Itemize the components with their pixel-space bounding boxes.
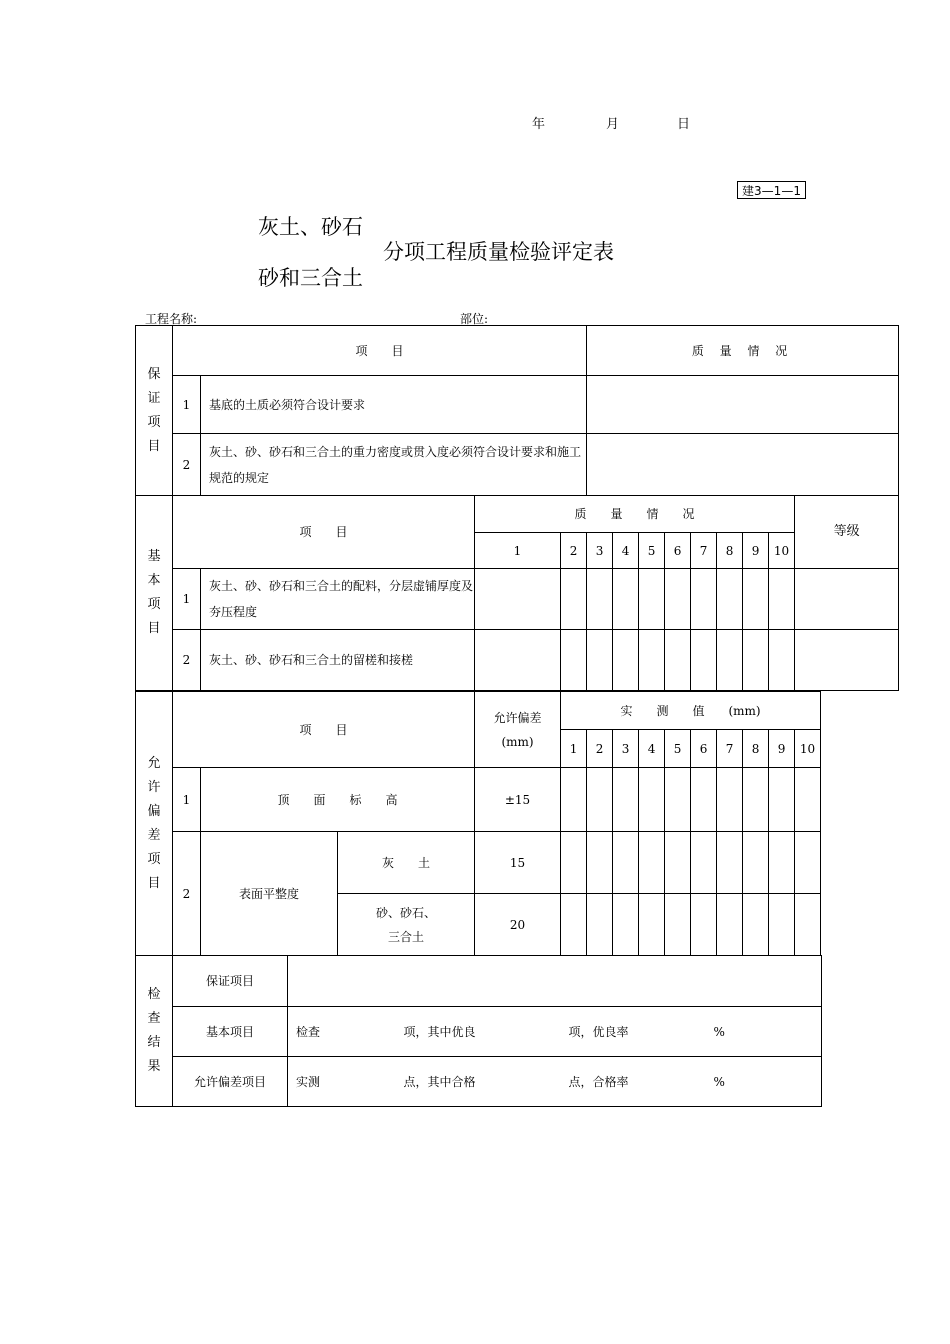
measure-cell[interactable] [639,894,665,956]
basic-row-text: 灰土、砂、砂石和三合土的留槎和接槎 [201,630,475,691]
basic-num: 5 [639,533,665,569]
basic-row-text: 灰土、砂、砂石和三合土的配料，分层虚铺厚度及夯压程度 [201,569,475,630]
tolerance-row-text: 表面平整度 [201,832,338,956]
guarantee-row-no: 2 [173,434,201,496]
tolerance-row-no: 2 [173,832,201,956]
tolerance-allow-header: 允许偏差 (mm) [475,692,561,768]
basic-cell[interactable] [691,630,717,691]
measure-cell[interactable] [665,832,691,894]
measure-cell[interactable] [561,832,587,894]
basic-cell[interactable] [613,630,639,691]
result-guarantee-value[interactable] [288,956,822,1007]
tolerance-row-no: 1 [173,768,201,832]
measure-cell[interactable] [561,894,587,956]
basic-num: 3 [587,533,613,569]
guarantee-item-header: 项 目 [173,326,587,376]
basic-row-no: 1 [173,569,201,630]
basic-num: 10 [769,533,795,569]
basic-num: 6 [665,533,691,569]
form-code: 建3—1—1 [737,181,806,199]
basic-cell[interactable] [743,569,769,630]
measure-cell[interactable] [769,832,795,894]
tolerance-row-value: ±15 [475,768,561,832]
measure-cell[interactable] [769,894,795,956]
measure-cell[interactable] [613,832,639,894]
measure-cell[interactable] [639,832,665,894]
basic-item-header: 项 目 [173,496,475,569]
result-tolerance-label: 允许偏差项目 [173,1057,288,1107]
measure-cell[interactable] [795,894,821,956]
guarantee-row-quality[interactable] [587,434,899,496]
tolerance-num: 6 [691,730,717,768]
tolerance-sub-value: 20 [475,894,561,956]
basic-row-no: 2 [173,630,201,691]
guarantee-row-text: 基底的土质必须符合设计要求 [201,376,587,434]
basic-grade-cell[interactable] [795,569,899,630]
basic-num: 2 [561,533,587,569]
basic-grade-cell[interactable] [795,630,899,691]
tolerance-num: 10 [795,730,821,768]
measure-cell[interactable] [769,768,795,832]
measure-cell[interactable] [587,894,613,956]
tolerance-table [135,691,821,956]
tolerance-num: 7 [717,730,743,768]
measure-cell[interactable] [717,832,743,894]
basic-cell[interactable] [717,630,743,691]
basic-cell[interactable] [587,630,613,691]
guarantee-row-no: 1 [173,376,201,434]
tolerance-sub-value: 15 [475,832,561,894]
measure-cell[interactable] [613,768,639,832]
basic-cell[interactable] [475,569,561,630]
basic-cell[interactable] [691,569,717,630]
basic-category: 基 本 项 目 [136,496,173,691]
tolerance-sub-text: 砂、砂石、 三合土 [338,894,475,956]
result-basic-rate: 项，优良率 [561,1007,706,1057]
title-left-line2: 砂和三合土 [258,266,363,290]
measure-cell[interactable] [691,768,717,832]
tolerance-num: 9 [769,730,795,768]
measure-cell[interactable] [795,768,821,832]
result-table [135,955,822,1107]
date-month: 月 [606,117,620,132]
basic-cell[interactable] [769,630,795,691]
tolerance-num: 3 [613,730,639,768]
basic-cell[interactable] [561,569,587,630]
basic-cell[interactable] [665,630,691,691]
result-basic-excellent: 项，其中优良 [396,1007,561,1057]
measure-cell[interactable] [691,894,717,956]
basic-quality-header: 质 量 情 况 [475,496,795,533]
result-tolerance-measure: 实测 [288,1057,396,1107]
basic-num: 8 [717,533,743,569]
tolerance-num: 8 [743,730,769,768]
tolerance-measure-header: 实 测 值 (mm) [561,692,821,730]
measure-cell[interactable] [587,832,613,894]
measure-cell[interactable] [743,832,769,894]
page-title: 分项工程质量检验评定表 [383,240,614,264]
basic-cell[interactable] [613,569,639,630]
tolerance-num: 2 [587,730,613,768]
measure-cell[interactable] [717,768,743,832]
tolerance-item-header: 项 目 [173,692,475,768]
result-basic-percent: % [706,1007,822,1057]
measure-cell[interactable] [639,768,665,832]
basic-cell[interactable] [717,569,743,630]
result-category: 检 查 结 果 [136,956,173,1107]
measure-cell[interactable] [691,832,717,894]
guarantee-quality-header: 质 量 情 况 [587,326,899,376]
measure-cell[interactable] [743,894,769,956]
date-day: 日 [677,117,691,132]
tolerance-category: 允 许 偏 差 项 目 [136,692,173,956]
result-tolerance-pass: 点，其中合格 [396,1057,561,1107]
project-name-label: 工程名称: [145,312,198,326]
basic-num: 4 [613,533,639,569]
measure-cell[interactable] [665,768,691,832]
tolerance-num: 1 [561,730,587,768]
result-basic-label: 基本项目 [173,1007,288,1057]
measure-cell[interactable] [717,894,743,956]
measure-cell[interactable] [587,768,613,832]
measure-cell[interactable] [743,768,769,832]
basic-cell[interactable] [639,630,665,691]
basic-cell[interactable] [743,630,769,691]
basic-num: 7 [691,533,717,569]
basic-cell[interactable] [475,630,561,691]
basic-cell[interactable] [769,569,795,630]
basic-grade-header: 等级 [795,496,899,569]
basic-cell[interactable] [561,630,587,691]
tolerance-num: 4 [639,730,665,768]
part-label: 部位: [460,312,489,326]
basic-cell[interactable] [665,569,691,630]
guarantee-category: 保 证 项 目 [136,326,173,496]
result-guarantee-label: 保证项目 [173,956,288,1007]
measure-cell[interactable] [613,894,639,956]
measure-cell[interactable] [665,894,691,956]
measure-cell[interactable] [795,832,821,894]
measure-cell[interactable] [561,768,587,832]
guarantee-row-quality[interactable] [587,376,899,434]
tolerance-sub-text: 灰 土 [338,832,475,894]
basic-num: 9 [743,533,769,569]
tolerance-row-text: 顶 面 标 高 [201,768,475,832]
tolerance-num: 5 [665,730,691,768]
result-tolerance-rate: 点，合格率 [561,1057,706,1107]
guarantee-row-text: 灰土、砂、砂石和三合土的重力密度或贯入度必须符合设计要求和施工规范的规定 [201,434,587,496]
result-tolerance-percent: % [706,1057,822,1107]
basic-cell[interactable] [639,569,665,630]
basic-cell[interactable] [587,569,613,630]
result-basic-check: 检查 [288,1007,396,1057]
title-left-line1: 灰土、砂石 [258,215,363,239]
basic-num: 1 [475,533,561,569]
evaluation-table [135,325,899,691]
date-year: 年 [532,117,546,132]
